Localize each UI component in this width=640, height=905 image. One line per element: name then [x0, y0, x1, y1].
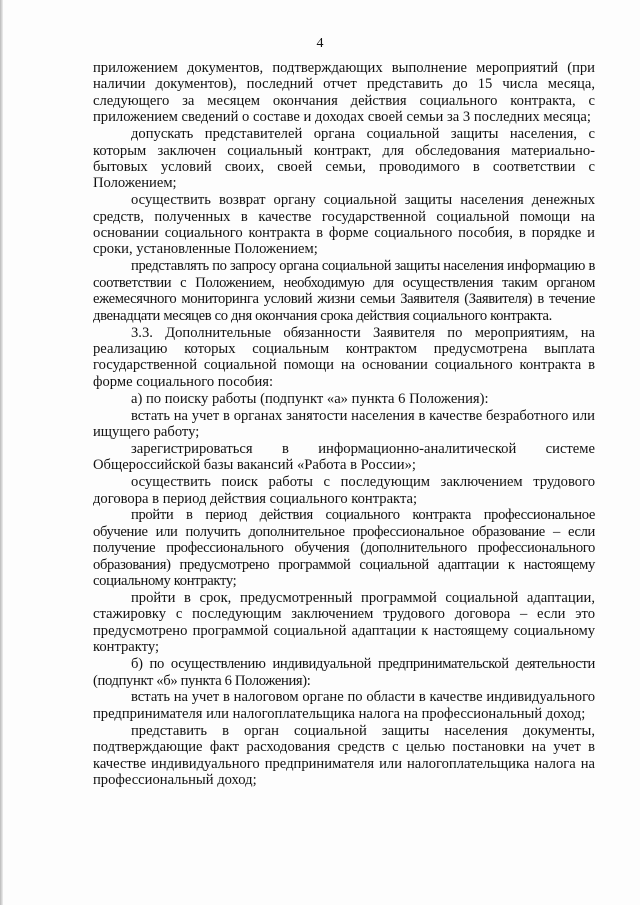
paragraph: допускать представителей органа социальной защиты населения, с которым заключен социальный контракт, для обследования материально-бытовых условий своих, своей семьи, проводимого в соответствии с Положением;	[93, 126, 595, 192]
paragraph: осуществить поиск работы с последующим заключением трудового договора в период действия социального контракта;	[93, 474, 595, 507]
paragraph: а) по поиску работы (подпункт «а» пункта 6 Положения):	[131, 390, 489, 407]
paragraph: 3.3. Дополнительные обязанности Заявителя по мероприятиям, на реализацию которых социальным контрактом предусмотрена выплата государственной социальной помощи на основании социального контракта в форме социального пособия:	[93, 324, 595, 390]
paragraph: представлять по запросу органа социальной защиты населения информацию в соответствии с Положением, необходимую для осуществления таким органом ежемесячного мониторинга условий жизни семьи Заявителя (Заявителя) в течение двенадцати месяцев со дня окончания срока действия социального контракта.	[93, 258, 595, 324]
paragraph: пройти в период действия социального контракта профессиональное обучение или получить дополнительное профессиональное образование – если получение профессионального обучения (дополнительного профессионального образования) предусмотрено программой социальной адаптации к настоящему социальному контракту;	[93, 507, 595, 590]
paragraph: встать на учет в органах занятости населения в качестве безработного или ищущего работу;	[93, 407, 595, 440]
paragraph: пройти в срок, предусмотренный программой социальной адаптации, стажировку с последующим заключением трудового договора – если это предусмотрено программой социальной адаптации к настоящему социальному контракту;	[93, 590, 595, 656]
body-text	[93, 60, 595, 789]
paragraph: осуществить возврат органу социальной защиты населения денежных средств, полученных в качестве государственной социальной помощи на основании социального контракта в форме социального пособия, в порядке и сроки, установленные Положением;	[93, 192, 595, 258]
paragraph: представить в орган социальной защиты населения документы, подтверждающие факт расходования средств с целью постановки на учет в качестве индивидуального предпринимателя или налогоплательщика налога на профессиональный доход;	[93, 722, 595, 788]
paragraph: зарегистрироваться в информационно-аналитической системе Общероссийской базы вакансий «Работа в России»;	[93, 440, 595, 474]
paragraph: б) по осуществлению индивидуальной предпринимательской деятельности (подпункт «б» пункта 6 Положения):	[93, 656, 595, 689]
paragraph: приложением документов, подтверждающих выполнение мероприятий (при наличии документов), последний отчет представить до 15 числа месяца, следующего за месяцем окончания действия социального контракта, с приложением сведений о составе и доходах своей семьи за 3 последних месяца;	[93, 60, 595, 126]
scan-edge	[0, 0, 3, 905]
page-number: 4	[316, 36, 324, 51]
paragraph: встать на учет в налоговом органе по области в качестве индивидуального предпринимателя или налогоплательщика налога на профессиональный доход;	[93, 689, 595, 722]
